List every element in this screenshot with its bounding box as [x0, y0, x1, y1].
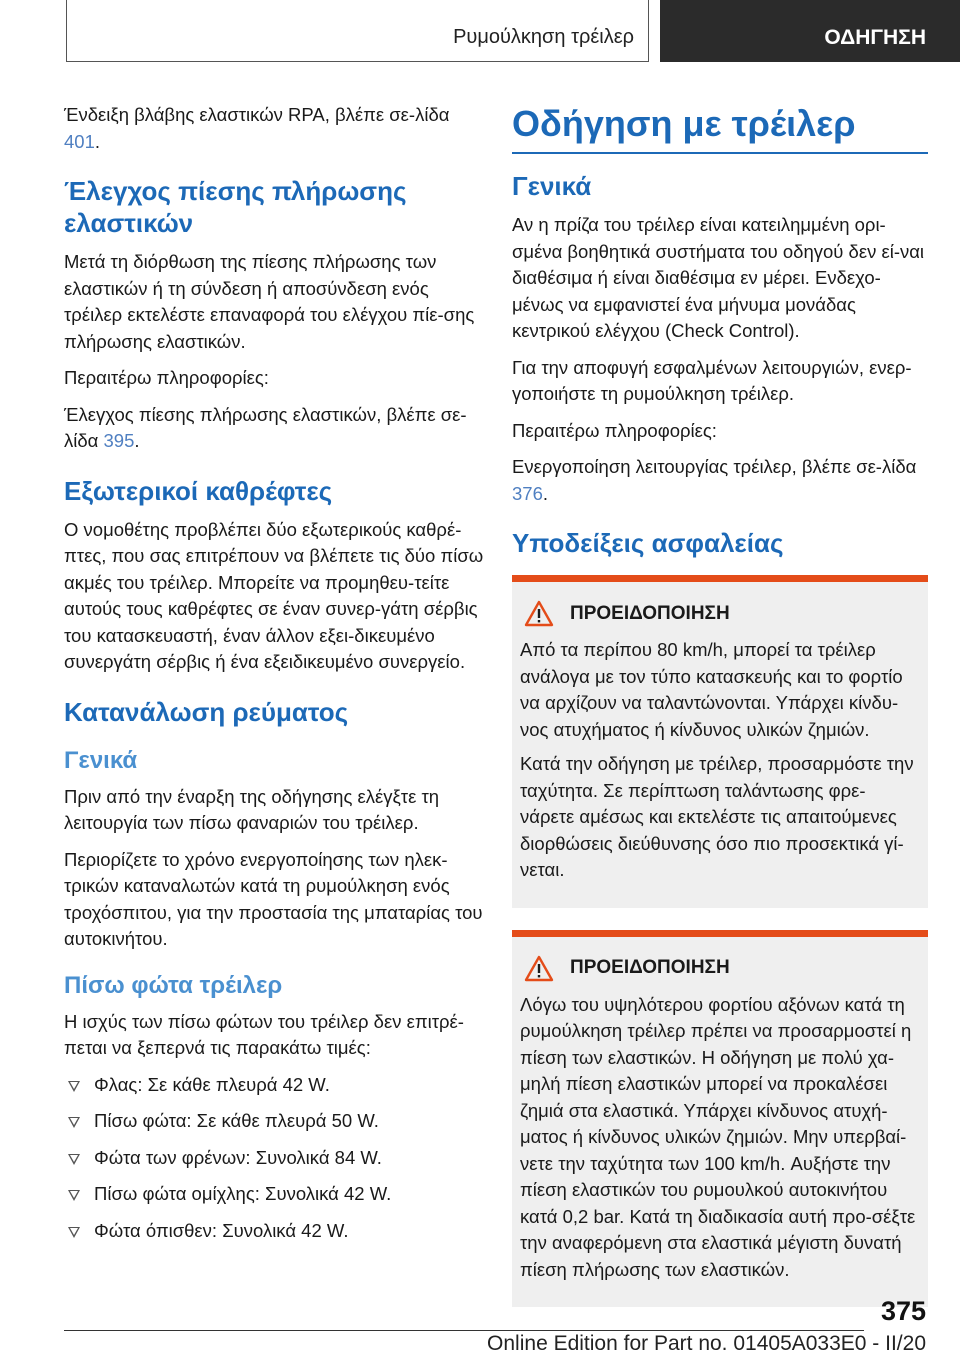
warning-text: Κατά την οδήγηση με τρέιλερ, προσαρμόστε την ταχύτητα. Σε περίπτωση ταλάντωσης φρε-νάρετε αμέσως και εκτελέστε τις απαιτούμενες διορθώσεις διεύθυνσης όσο πιο προσεκτικά γί-νεται.: [520, 753, 914, 880]
header-chapter-tab: [660, 0, 960, 62]
paragraph-exterior-mirrors: Ο νομοθέτης προβλέπει δύο εξωτερικούς καθρέ-πτες, που σας επιτρέπουν να βλέπετε τις δύο πίσω ακμές του τρέιλερ. Μπορείτε να προμηθευ-τείτε αυτούς τους καθρέφτες σε έναν συνερ-γάτη σέρβις του κατασκευαστή, έναν άλλον εξει-δικευμένο συνεργάτη σέρβις ή ένα εξειδικευμένο συνεργείο.: [64, 518, 484, 672]
edition-note: Online Edition for Part no. 01405A033E0 - II/20: [487, 1332, 926, 1355]
paragraph-trailer-rear-lights: Η ισχύς των πίσω φώτων του τρέιλερ δεν επιτρέ-πεται να ξεπερνά τις παρακάτω τιμές:: [64, 1010, 464, 1058]
warning-text: Από τα περίπου 80 km/h, μπορεί τα τρέιλερ ανάλογα με τον τύπο κατασκευής και το φορτίο να αρχίζουν να ταλαντώνονται. Υπάρχει κίνδυ-νος ατυχήματος ή κίνδυνος υλικών ζημιών.: [520, 639, 903, 740]
page-link-401[interactable]: 401: [64, 130, 95, 152]
more-info-label: Περαιτέρω πληροφορίες:: [512, 419, 717, 441]
list-item: Πίσω φώτα ομίχλης: Συνολικά 42 W.: [64, 1181, 484, 1208]
heading-power-consumption: Κατανάλωση ρεύματος: [64, 696, 349, 727]
heading-exterior-mirrors: Εξωτερικοί καθρέφτες: [64, 475, 333, 506]
page-number: 375: [880, 1296, 926, 1326]
triangle-bullet-icon: [68, 1081, 80, 1092]
heading-tire-pressure-check: Έλεγχος πίεσης πλήρωσης ελαστικών: [64, 176, 407, 238]
left-column: [64, 102, 484, 1254]
heading-safety-notes: Υποδείξεις ασφαλείας: [512, 528, 784, 558]
warning-triangle-icon: [524, 955, 554, 982]
list-item: Φώτα όπισθεν: Συνολικά 42 W.: [64, 1218, 484, 1245]
page-link-376[interactable]: 376: [512, 482, 543, 504]
warning-title: ΠΡΟΕΙΔΟΠΟΙΗΣΗ: [570, 957, 730, 978]
page-link-395[interactable]: 395: [103, 430, 135, 451]
warning-text: Λόγω του υψηλότερου φορτίου αξόνων κατά τη ρυμούλκηση τρέιλερ πρέπει να προσαρμοστεί η πίεση των ελαστικών. Η οδήγηση με πολύ χα-μηλή πίεση ελαστικών μπορεί να προκαλέσει ζημιά στα ελαστικά. Υπάρχει κίνδυνος ατυχή-ματος ή κίνδυνος υλικών ζημιών. Μην υπερβαί-νετε την ταχύτητα των 100 km/h. Αυξήστε την πίεση ελαστικών του ρυμουλκού αυτοκινήτου κατά 0,2 bar. Κατά τη διαδικασία αυτή προ-σέξτε την αναφερόμενη στα ελαστικά μέγιστη δυνατή πίεση πλήρωσης των ελαστικών.: [520, 993, 916, 1280]
heading-general: Γενικά: [512, 171, 592, 201]
intro-paragraph: Ένδειξη βλάβης ελαστικών RPA, βλέπε σε-λίδα 401.: [64, 104, 450, 152]
list-item: Φώτα των φρένων: Συνολικά 84 W.: [64, 1145, 484, 1172]
triangle-bullet-icon: [68, 1190, 80, 1201]
right-column: [512, 102, 928, 1307]
subheading-trailer-rear-lights: Πίσω φώτα τρέιλερ: [64, 971, 283, 999]
paragraph-general-2: Περιορίζετε το χρόνο ενεργοποίησης των ηλεκ-τρικών καταναλωτών κατά τη ρυμούλκηση ενός τροχόσπιτου, για την προστασία της μπαταρίας του αυτοκινήτου.: [64, 848, 483, 949]
warning-title-row: [520, 955, 916, 982]
list-item: Φλας: Σε κάθε πλευρά 42 W.: [64, 1072, 484, 1099]
triangle-bullet-icon: [68, 1154, 80, 1165]
more-info-label: Περαιτέρω πληροφορίες:: [64, 367, 269, 388]
list-item: Πίσω φώτα: Σε κάθε πλευρά 50 W.: [64, 1108, 484, 1135]
heading-driving-with-trailer: Οδήγηση με τρέιλερ: [512, 102, 928, 154]
paragraph-tire-pressure-check: Μετά τη διόρθωση της πίεσης πλήρωσης των ελαστικών ή τη σύνδεση ή αποσύνδεση ενός τρέιλερ εκτελέστε επαναφορά του ελέγχου πίε-σης πλήρωσης ελαστικών.: [64, 251, 475, 352]
header-chapter-title: ΟΔΗΓΗΣΗ: [824, 26, 926, 49]
reference-trailer-mode: Ενεργοποίηση λειτουργίας τρέιλερ, βλέπε σε-λίδα 376.: [512, 456, 917, 504]
paragraph-general-1: Πριν από την έναρξη της οδήγησης ελέγξτε τη λειτουργία των πίσω φαναριών του τρέιλερ.: [64, 785, 440, 833]
wattage-list: [64, 1072, 484, 1245]
paragraph-avoid-malfunctions: Για την αποφυγή εσφαλμένων λειτουργιών, ενερ-γοποιήστε τη ρυμούλκηση τρέιλερ.: [512, 356, 912, 404]
reference-tire-pressure: Έλεγχος πίεσης πλήρωσης ελαστικών, βλέπε σε-λίδα 395.: [64, 403, 467, 451]
warning-box-tire-pressure: [512, 930, 928, 1308]
footer-divider: [64, 1330, 864, 1331]
subheading-general: Γενικά: [64, 746, 138, 774]
header-section-title: Ρυμούλκηση τρέιλερ: [453, 26, 634, 48]
triangle-bullet-icon: [68, 1117, 80, 1128]
warning-title: ΠΡΟΕΙΔΟΠΟΙΗΣΗ: [570, 602, 730, 624]
triangle-bullet-icon: [68, 1227, 80, 1238]
header-section-tab: [66, 0, 649, 62]
warning-title-row: [520, 600, 916, 627]
warning-box-sway: [512, 575, 928, 908]
warning-triangle-icon: [524, 600, 554, 627]
paragraph-general: Αν η πρίζα του τρέιλερ είναι κατειλημμένη ορι-σμένα βοηθητικά συστήματα του οδηγού δεν εί-ναι διαθέσιμα ή είναι διαθέσιμα εν μέρει. Ενδεχο-μένως να εμφανιστεί ένα μήνυμα μονάδας κεντρικού ελέγχου (Check Control).: [512, 214, 925, 341]
